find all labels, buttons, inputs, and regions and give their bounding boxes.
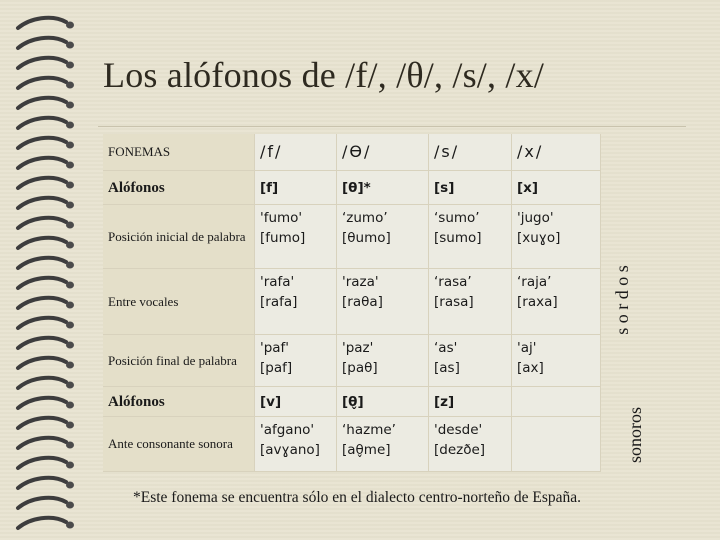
binding-ring [18,378,74,389]
example-word: ‘hazme’ [342,422,396,438]
binding-ring [18,78,74,89]
binding-ring [18,58,74,69]
example-cell [337,335,429,387]
header-phoneme: /x/ [512,134,601,171]
example-transcription: [rasa] [434,294,474,310]
example-cell [512,205,601,269]
example-cell [337,269,429,335]
example-cell [512,417,601,472]
example-cell [429,417,512,472]
allophone-cell: [v] [255,387,337,417]
header-fonemas: FONEMAS [103,134,255,171]
example-word: ‘raja’ [517,274,552,290]
example-cell [512,269,601,335]
binding-ring [18,518,74,529]
binding-ring [18,338,74,349]
allophone-cell: [x] [512,171,601,205]
binding-ring [18,198,74,209]
example-word: 'rafa' [260,274,295,290]
example-word: 'paz' [342,340,374,356]
binding-ring [18,478,74,489]
example-transcription: [paf] [260,360,293,376]
example-word: ‘sumo’ [434,210,480,226]
example-transcription: [as] [434,360,460,376]
binding-ring [18,278,74,289]
slide-title: Los alófonos de /f/, /θ/, /s/, /x/ [103,55,545,95]
header-phoneme: /f/ [255,134,337,171]
binding-ring [18,298,74,309]
example-transcription: [ax] [517,360,544,376]
example-cell [429,269,512,335]
binding-ring [18,238,74,249]
binding-ring [18,18,74,29]
binding-ring [18,318,74,329]
position-label: Posición inicial de palabra [103,205,255,269]
allophone-cell: [s] [429,171,512,205]
example-transcription: [fumo] [260,230,306,246]
allophone-cell: [z] [429,387,512,417]
position-label: Entre vocales [103,269,255,335]
binding-ring [18,418,74,429]
allophone-cell [512,387,601,417]
sordos-label: s o r d o s [612,265,632,335]
sonoros-label: sonoros [625,407,645,464]
example-cell [255,335,337,387]
allophone-row-label: Alófonos [103,387,255,417]
binding-ring [18,178,74,189]
example-transcription: [sumo] [434,230,482,246]
allophone-cell: [θ]* [337,171,429,205]
binding-ring [18,158,74,169]
allophone-cell: [f] [255,171,337,205]
example-transcription: [raθa] [342,294,383,310]
binding-ring [18,458,74,469]
binding-ring [18,218,74,229]
example-cell [255,205,337,269]
binding-ring [18,398,74,409]
footnote: *Este fonema se encuentra sólo en el dialecto centro-norteño de España. [133,489,582,506]
example-transcription: [avɣano] [260,442,320,458]
example-word: ‘zumo’ [342,210,388,226]
example-word: ‘rasa’ [434,274,472,290]
example-transcription: [θumo] [342,230,391,246]
spiral-binding [0,0,90,540]
binding-ring [18,358,74,369]
example-word: 'raza' [342,274,379,290]
example-transcription: [paθ] [342,360,378,376]
binding-ring [18,118,74,129]
example-cell [429,205,512,269]
example-transcription: [raxa] [517,294,558,310]
position-label: Ante consonante sonora [103,417,255,472]
binding-ring [18,438,74,449]
example-cell [512,335,601,387]
example-word: 'paf' [260,340,290,356]
example-word: 'jugo' [517,210,554,226]
example-word: 'aj' [517,340,537,356]
position-label: Posición final de palabra [103,335,255,387]
example-cell [255,417,337,472]
example-word: 'afgano' [260,422,315,438]
example-transcription: [rafa] [260,294,298,310]
header-phoneme: /ϴ/ [337,134,429,171]
binding-ring [18,258,74,269]
example-transcription: [xuɣo] [517,230,561,246]
header-phoneme: /s/ [429,134,512,171]
example-transcription: [aθ̬me] [342,442,391,458]
example-cell [337,205,429,269]
binding-ring [18,38,74,49]
example-word: 'desde' [434,422,483,438]
title-divider [98,126,686,127]
binding-ring [18,498,74,509]
example-word: ‘as' [434,340,458,356]
binding-ring [18,138,74,149]
example-cell [337,417,429,472]
example-cell [429,335,512,387]
allophone-cell: [θ̬] [337,387,429,417]
example-word: 'fumo' [260,210,303,226]
allophone-row-label: Alófonos [103,171,255,205]
example-transcription: [dezðe] [434,442,486,458]
binding-ring [18,98,74,109]
example-cell [255,269,337,335]
